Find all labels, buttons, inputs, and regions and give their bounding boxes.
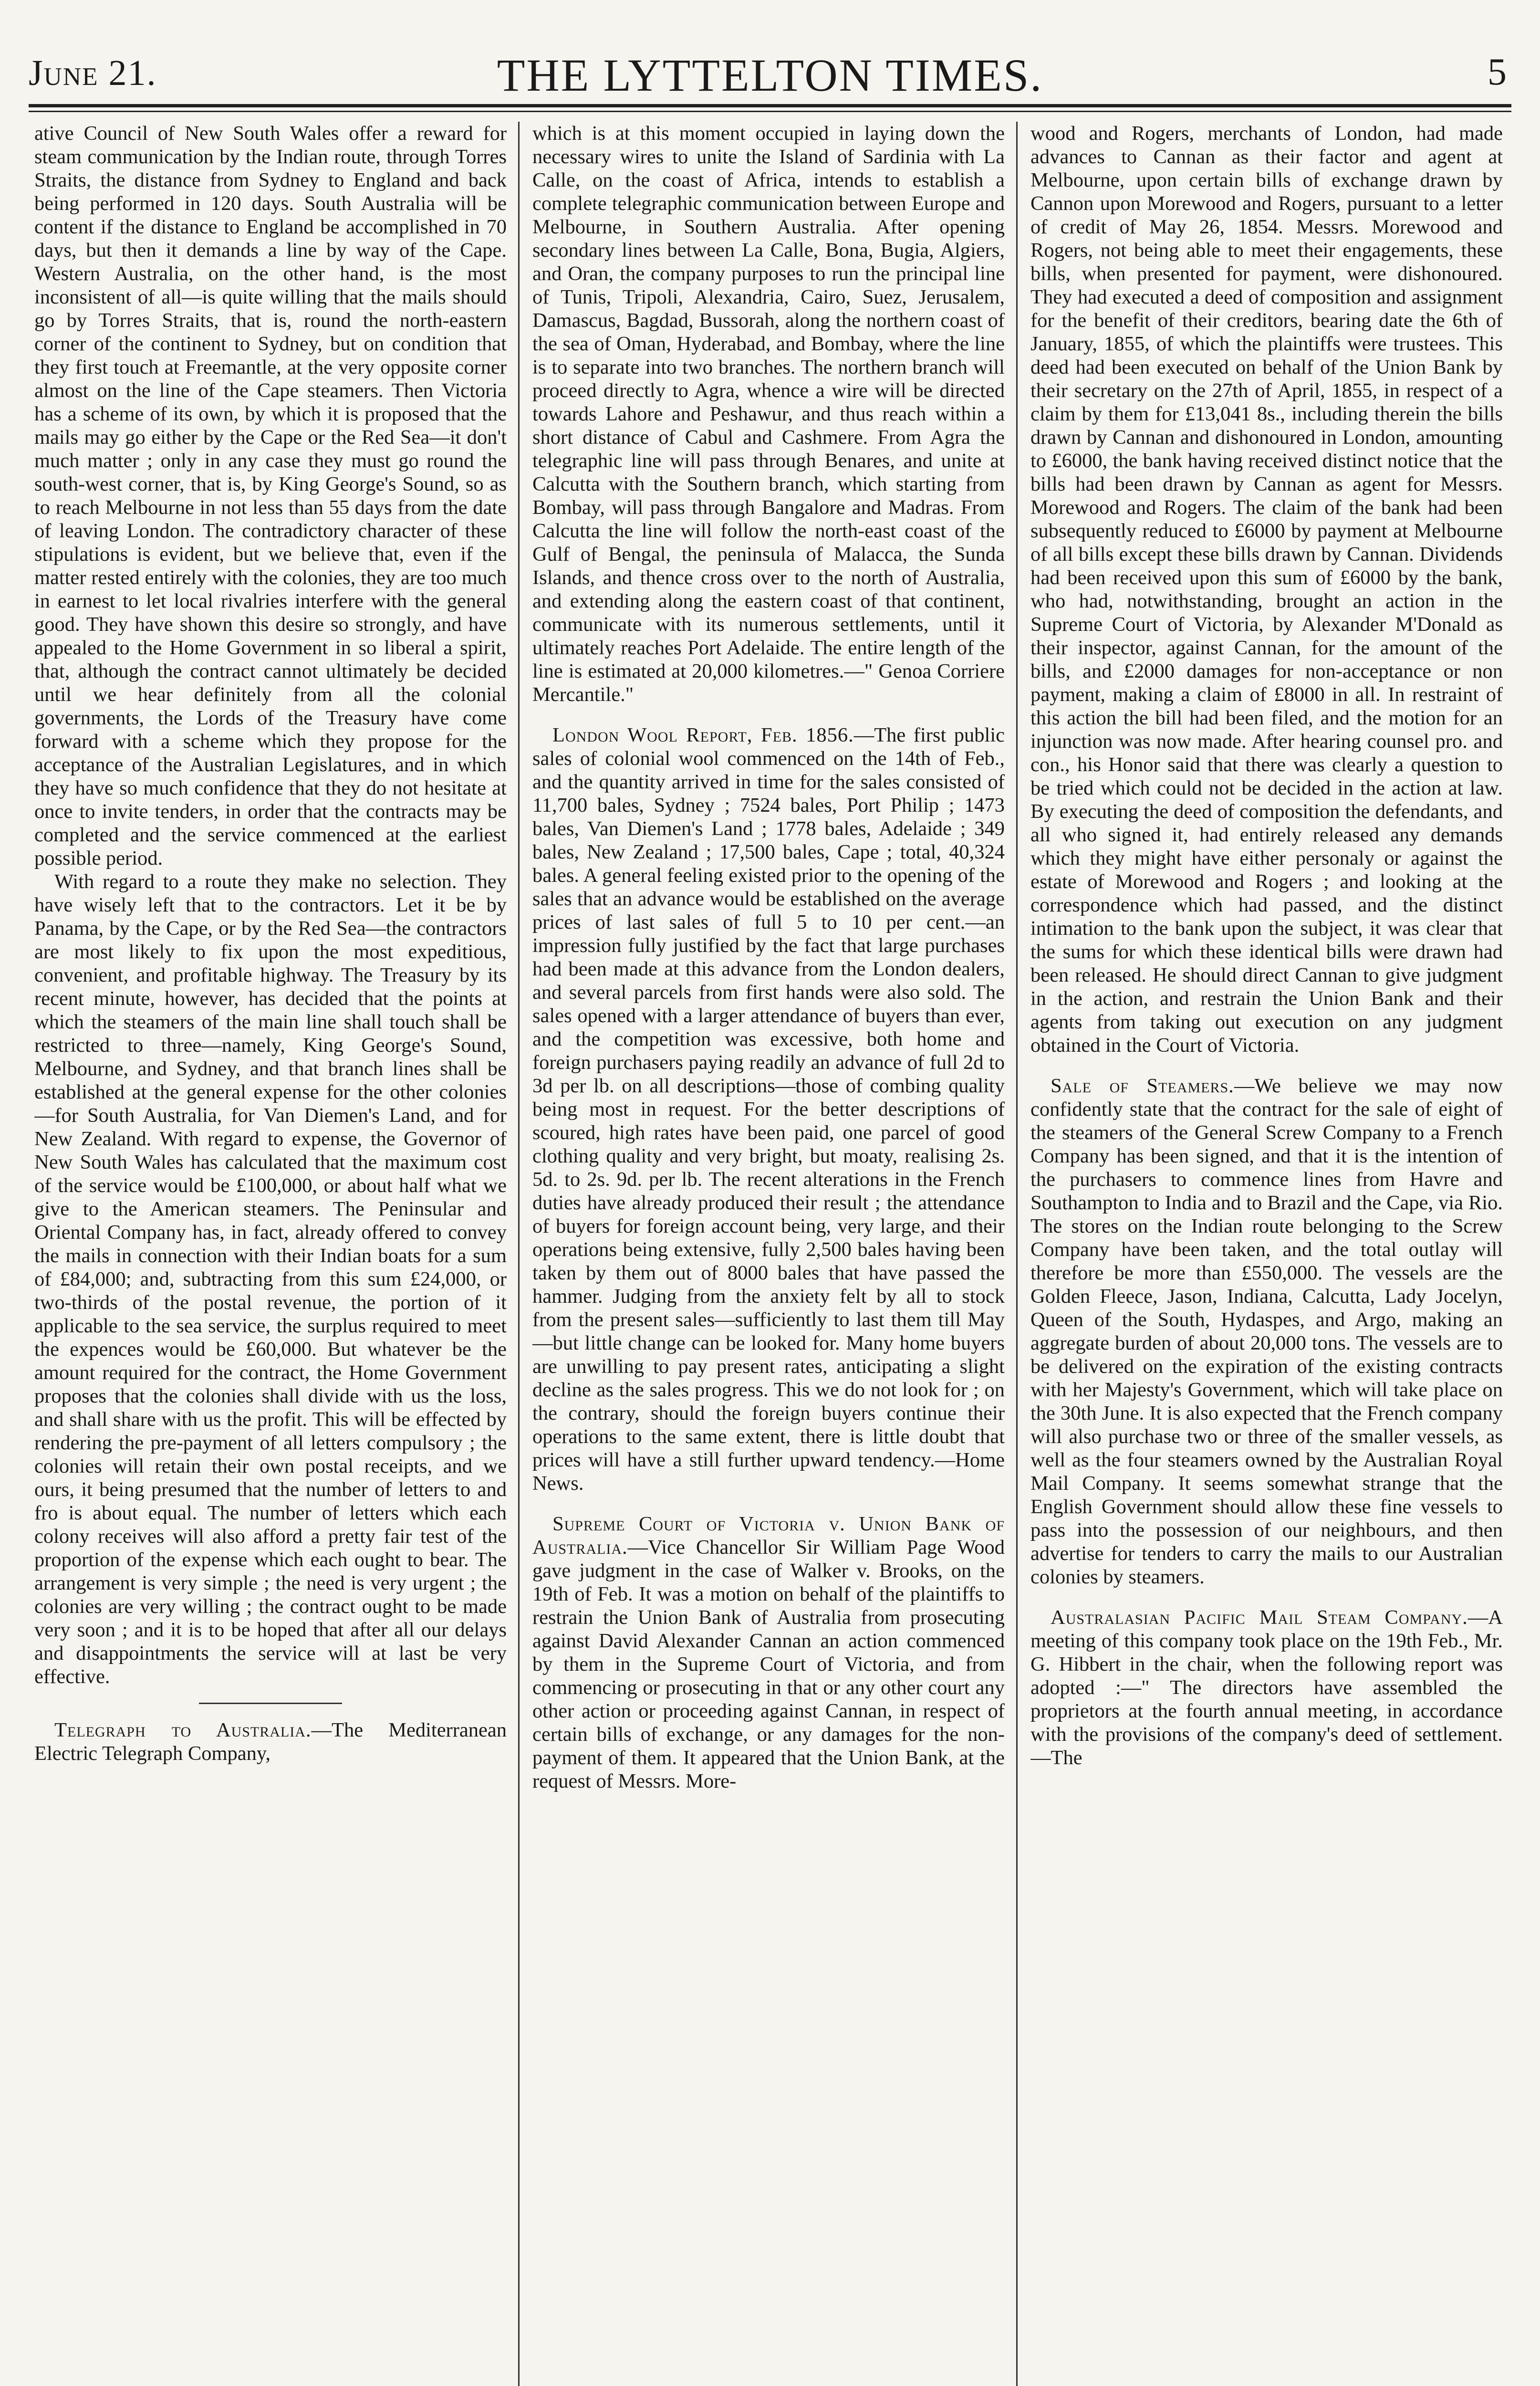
court-continued: wood and Rogers, merchants of London, had made advances to Cannan as their factor and agent at Melbourne, upon certain bills of exchange drawn by Cannon upon Morewood and Rogers, pursuant to a letter of credit of May 26, 1854. Messrs. Morewood and Rogers, not being able to meet their engagements, these bills, when presented for payment, were dishonoured. They had executed a deed of composition and assignment for the benefit of their creditors, bearing date the 6th of January, 1855, of which the plaintiffs were trustees. This deed had been executed on behalf of the Union Bank by their secretary on the 27th of April, 1855, in respect of a claim by them for £13,041 8s., including therein the bills drawn by Cannan and dishonoured in London, amounting to £6000, the bank having received distinct notice that the bills had been drawn by Cannan as agent for Messrs. Morewood and Rogers. The claim of the bank had been subsequently reduced to £6000 by payment at Melbourne of all bills except these bills drawn by Cannan. Dividends had been received upon this sum of £6000 by the bank, who had, notwithstanding, brought an action in the Supreme Court of Victoria, by Alexander M'Donald as their inspector, against Cannan, for the amount of the bills, and £2000 damages for non-acceptance or non payment, making a claim of £8000 in all. In restraint of this action the bill had been filed, and the motion for an injunction was now made. After hearing counsel pro. and con., his Honor said that there was clearly a question to be tried which could not be decided in the action at law. By executing the deed of composition the defendants, and all who signed it, had entirely released any demands which they might have either personaly or against the estate of Morewood and Rogers ; and looking at the correspondence which had passed, and the distinct intimation to the bank upon the subject, it was clear that the sums for which these identical bills were drawn had been released. He should direct Cannan to give judgment in the action, and restrain the Union Bank and their agents from taking out execution on any judgment obtained in the Court of Victoria. bbox=[1030, 122, 1503, 1057]
article-divider bbox=[199, 1703, 342, 1704]
mail-article-paragraph-1: ative Council of New South Wales offer a reward for steam communication by the Indian route, through Torres Straits, the distance from Sydney to England and back being performed in 120 days. South Australia will be content if the distance to England be accomplished in 70 days, but then it demands a line by way of the Cape. Western Australia, on the other hand, is the most inconsistent of all—is quite willing that the mails should go by Torres Straits, that is, round the north-eastern corner of the continent to Sydney, but on condition that they first touch at Freemantle, at the very opposite corner almost on the line of the Cape steamers. Then Victoria has a scheme of its own, by which it is proposed that the mails may go either by the Cape or the Red Sea—it don't much matter ; only in any case they must go round the south-west corner, that is, by King George's Sound, so as to reach Melbourne in not less than 55 days from the date of leaving London. The contradictory character of these stipulations is evident, but we believe that, even if the matter rested entirely with the colonies, they are too much in earnest to let local rivalries interfere with the general good. They have shown this desire so strongly, and have appealed to the Home Government in so liberal a spirit, that, although the contract cannot ultimately be decided until we hear definitely from all the colonial governments, the Lords of the Treasury have come forward with a scheme which they propose for the acceptance of the Australian Legislatures, and in which they have so much confidence that they do not hesitate at once to invite tenders, in order that the contracts may be completed and the service commenced at the earliest possible period. bbox=[34, 122, 507, 869]
court-text: —Vice Chancellor Sir William Page Wood gave judgment in the case of Walker v. Brooks, on the 19th of Feb. It was a motion on behalf of the plaintiffs to restrain the Union Bank of Australia from prosecuting against David Alexander Cannan an action commenced by them in the Supreme Court of Victoria, and from commencing or prosecuting in that or any other court any other action or proceeding against Cannan, in respect of certain bills of exchange, or any damages for the non-payment of them. It appeared that the Union Bank, at the request of Messrs. More- bbox=[532, 1536, 1005, 1792]
column-2 bbox=[532, 122, 1005, 2386]
telegraph-text: —The Mediterranean Electric Telegraph Company, bbox=[34, 1719, 507, 1765]
steamers-text: —We believe we may now confidently state that the contract for the sale of eight of the steamers of the General Screw Company to a French Company has been signed, and that it is the intention of the purchasers to commence lines from Havre and Southampton to India and to Brazil and the Cape, via Rio. The stores on the Indian route belonging to the Screw Company have been taken, and the total outlay will therefore be more than £550,000. The vessels are the Golden Fleece, Jason, Indiana, Calcutta, Lady Jocelyn, Queen of the South, Hydaspes, and Argo, making an aggregate burden of about 20,000 tons. The vessels are to be delivered on the expiration of the existing contracts with her Majesty's Government, which will take place on the 30th June. It is also expected that the French company will also purchase two or three of the smaller vessels, as well as the four steamers owned by the Australian Royal Mail Company. It seems somewhat strange that the English Government should allow these fine vessels to pass into the possession of our neighbours, and then advertise for tenders to carry the mails to our Australian colonies by steamers. bbox=[1030, 1075, 1503, 1588]
column-1 bbox=[34, 122, 507, 2386]
wool-report-article bbox=[532, 723, 1005, 1495]
pacific-mail-headline: Australasian Pacific Mail Steam Company. bbox=[1051, 1606, 1468, 1629]
column-rule-2 bbox=[1016, 122, 1018, 2386]
telegraph-continued: which is at this moment occupied in laying down the necessary wires to unite the Island of Sardinia with La Calle, on the coast of Africa, intends to establish a complete telegraphic communication between Europe and Melbourne, in Southern Australia. After opening secondary lines between La Calle, Bona, Bugia, Algiers, and Oran, the company purposes to run the principal line of Tunis, Tripoli, Alexandria, Cairo, Suez, Jerusalem, Damascus, Bagdad, Bussorah, along the northern coast of the sea of Oman, Hyderabad, and Bombay, where the line is to separate into two branches. The northern branch will proceed directly to Agra, whence a wire will be directed towards Lahore and Peshawur, and thus reach within a short distance of Cabul and Cashmere. From Agra the telegraphic line will pass through Benares, and unite at Calcutta with the Southern branch, which starting from Bombay, will pass through Bangalore and Madras. From Calcutta the line will follow the north-east coast of the Gulf of Bengal, the peninsula of Malacca, the Sunda Islands, and thence cross over to the north of Australia, and extending along the eastern coast of that continent, communicate with its numerous settlements, until it ultimately reaches Port Adelaide. The entire length of the line is estimated at 20,000 kilometres.—" Genoa Corriere Mercantile." bbox=[532, 122, 1005, 706]
telegraph-headline: Telegraph to Australia. bbox=[54, 1719, 312, 1741]
column-3 bbox=[1030, 122, 1503, 2386]
masthead bbox=[29, 38, 1511, 110]
newspaper-title: THE LYTTELTON TIMES. bbox=[497, 50, 1043, 101]
steamers-article bbox=[1030, 1074, 1503, 1589]
pacific-mail-text: —A meeting of this company took place on the 19th Feb., Mr. G. Hibbert in the chair, when the following report was adopted :—" The directors have assembled the proprietors at the fourth annual meeting, in accordance with the provisions of the company's deed of settlement.—The bbox=[1030, 1606, 1503, 1769]
masthead-rule-thick bbox=[29, 104, 1511, 107]
court-headline: Supreme Court of Victoria v. Union Bank of Australia. bbox=[532, 1513, 1005, 1559]
wool-report-text: —The first public sales of colonial wool commenced on the 14th of Feb., and the quantity arrived in time for the sales consisted of 11,700 bales, Sydney ; 7524 bales, Port Philip ; 1473 bales, Van Diemen's Land ; 1778 bales, Adelaide ; 349 bales, New Zealand ; 17,500 bales, Cape ; total, 40,324 bales. A general feeling existed prior to the opening of the sales that an advance would be established on the average prices of last sales of full 5 to 10 per cent.—an impression fully justified by the fact that large purchases had been made at this advance from the London dealers, and several parcels from first hands were also sold. The sales opened with a larger attendance of buyers than ever, and the competition was excessive, both home and foreign purchasers paying readily an advance of full 2d to 3d per lb. on all descriptions—those of combing quality being most in request. For the better descriptions of scoured, high rates have been paid, one parcel of good clothing quality and very bright, but moaty, realising 2s. 5d. to 2s. 9d. per lb. The recent alterations in the French duties have already produced their result ; the attendance of buyers for foreign account being, very large, and their operations being extensive, fully 2,500 bales having been taken by them out of 8000 bales that have passed the hammer. Judging from the anxiety felt by all to stock from the present sales—sufficiently to last them till May—but little change can be looked for. Many home buyers are unwilling to pay present rates, anticipating a slight decline as the sales progress. This we do not look for ; on the contrary, should the foreign buyers continue their operations to the same extent, there is little doubt that prices will have a still further upward tendency.—Home News. bbox=[532, 724, 1005, 1495]
court-article bbox=[532, 1512, 1005, 1793]
telegraph-article bbox=[34, 1718, 507, 1765]
issue-date: June 21. bbox=[29, 53, 157, 93]
masthead-rule-thin bbox=[29, 111, 1511, 112]
wool-report-headline: London Wool Report, Feb. 1856. bbox=[552, 724, 854, 746]
page-number: 5 bbox=[1488, 51, 1507, 93]
mail-article-paragraph-2: With regard to a route they make no selection. They have wisely left that to the contractors. Let it be by Panama, by the Cape, or by the Red Sea—the contractors are most likely to fix upon the most expeditious, convenient, and profitable highway. The Treasury by its recent minute, however, has decided that the points at which the steamers of the main line shall touch shall be restricted to three—namely, King George's Sound, Melbourne, and Sydney, and that branch lines shall be established at the general expense for the other colonies—for South Australia, for Van Diemen's Land, and for New Zealand. With regard to expense, the Governor of New South Wales has calculated that the maximum cost of the service would be £100,000, or about half what we give to the American steamers. The Peninsular and Oriental Company has, in fact, already offered to convey the mails in connection with their Indian boats for a sum of £84,000; and, subtracting from this sum £24,000, or two-thirds of the postal revenue, the portion of it applicable to the sea service, the surplus required to meet the expences would be £60,000. But whatever be the amount required for the contract, the Home Government proposes that the colonies shall divide with us the loss, and shall share with us the profit. This will be effected by rendering the pre-payment of all letters compulsory ; the colonies will retain their own postal receipts, and we ours, it being presumed that the number of letters to and fro is about equal. The number of letters which each colony receives will also afford a pretty fair test of the proportion of the expense which each ought to bear. The arrangement is very simple ; the need is very urgent ; the colonies are very willing ; the contract ought to be made very soon ; and it is to be hoped that after all our delays and disappointments the service will at last be very effective. bbox=[34, 870, 507, 1688]
steamers-headline: Sale of Steamers. bbox=[1051, 1075, 1234, 1097]
column-rule-1 bbox=[518, 122, 520, 2386]
pacific-mail-article bbox=[1030, 1606, 1503, 1769]
